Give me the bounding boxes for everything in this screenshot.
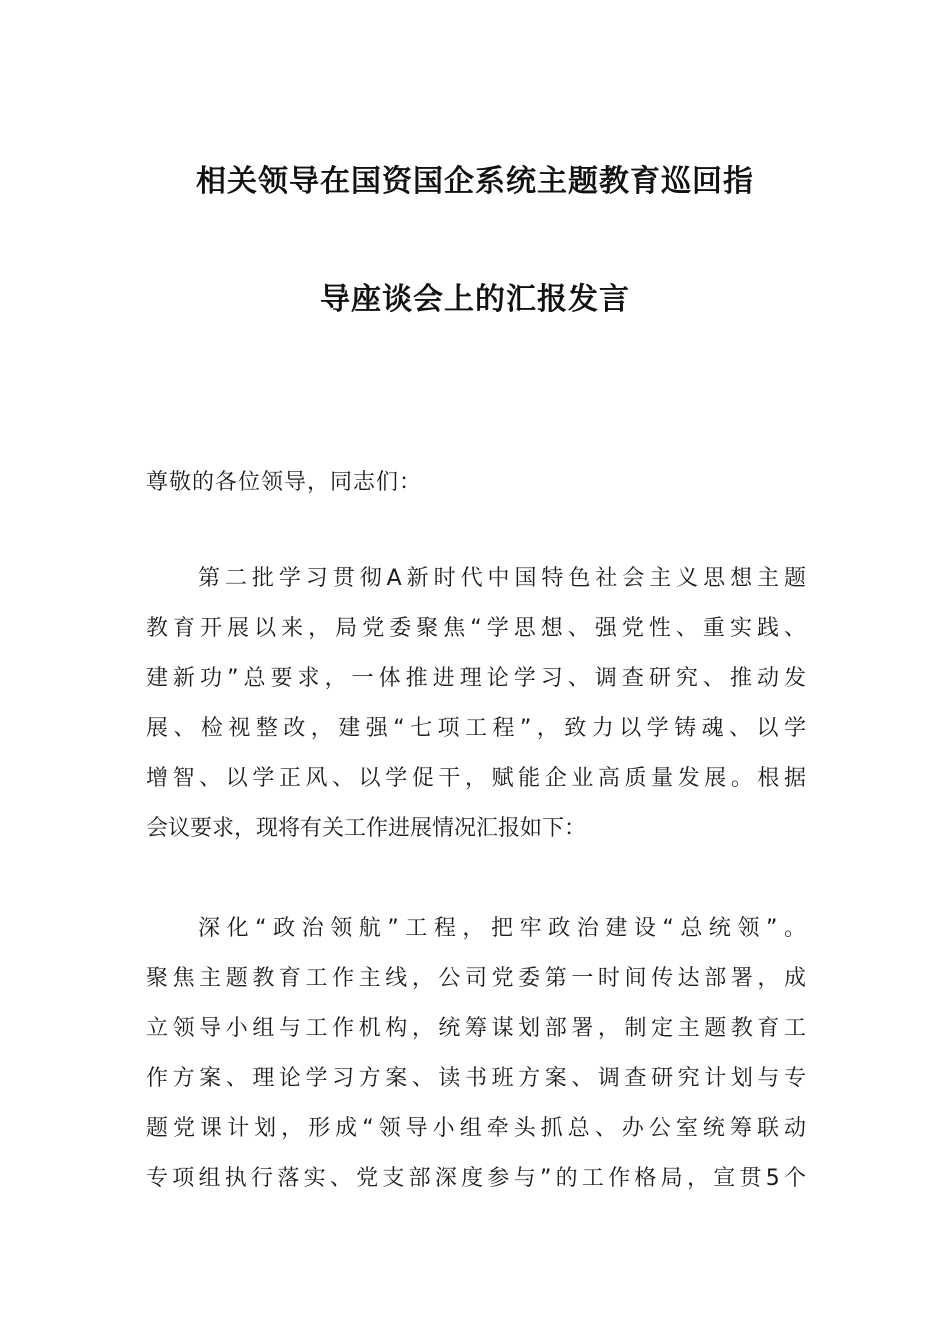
paragraph-line: 聚焦主题教育工作主线，公司党委第一时间传达部署，成 (146, 966, 806, 991)
paragraph-line: 建新功”总要求，一体推进理论学习、调查研究、推动发 (146, 666, 806, 691)
document-title-line-1: 相关领导在国资国企系统主题教育巡回指 (196, 164, 754, 199)
paragraph-1 (146, 554, 806, 854)
paragraph-line: 立领导小组与工作机构，统筹谋划部署，制定主题教育工 (146, 1016, 806, 1041)
greeting: 尊敬的各位领导，同志们： (146, 470, 423, 495)
paragraph-2 (146, 904, 806, 1204)
paragraph-line: 第二批学习贯彻A新时代中国特色社会主义思想主题 (198, 566, 806, 591)
paragraph-line: 展、检视整改，建强“七项工程”，致力以学铸魂、以学 (146, 716, 806, 741)
paragraph-line: 深化“政治领航”工程，把牢政治建设“总统领”。 (198, 916, 806, 941)
paragraph-line: 教育开展以来，局党委聚焦“学思想、强党性、重实践、 (146, 616, 806, 641)
document-title-line-2: 导座谈会上的汇报发言 (320, 282, 630, 317)
paragraph-line: 作方案、理论学习方案、读书班方案、调查研究计划与专 (146, 1066, 806, 1091)
paragraph-line: 增智、以学正风、以学促干，赋能企业高质量发展。根据 (146, 766, 806, 791)
paragraph-line: 会议要求，现将有关工作进展情况汇报如下： (146, 816, 587, 841)
paragraph-line: 题党课计划，形成“领导小组牵头抓总、办公室统筹联动 (146, 1116, 806, 1141)
paragraph-line: 专项组执行落实、党支部深度参与”的工作格局，宣贯5个 (146, 1166, 806, 1191)
